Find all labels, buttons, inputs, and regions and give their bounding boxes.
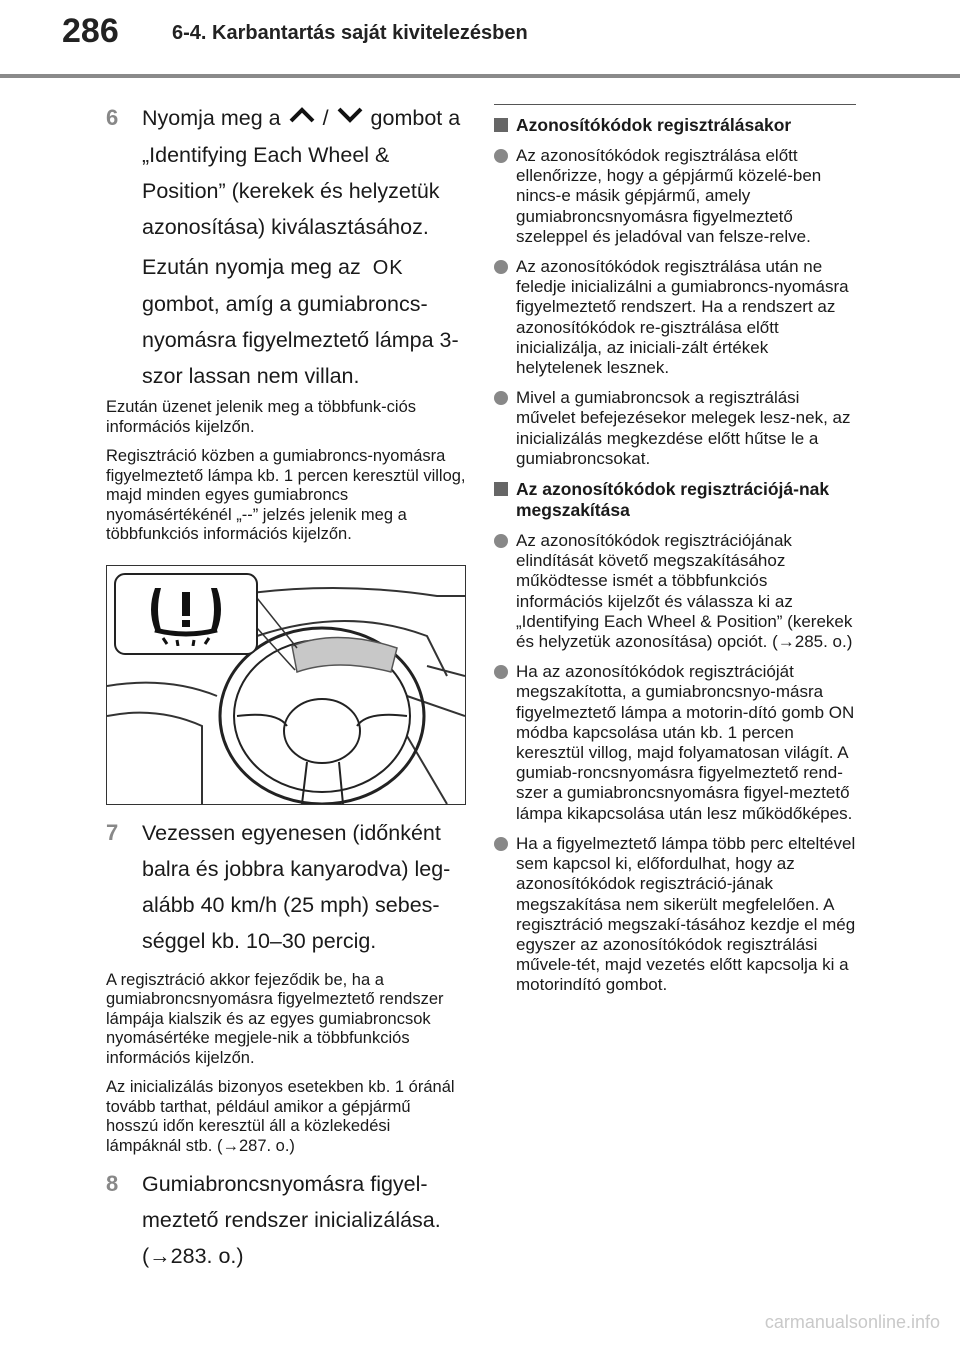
list-item-text: Az azonosítókódok regisztrációjának elindítását követő megszakításához működtesse ismét a többfunkciós információs kijelzőt és válassza ki az „Identifying Each Wheel & Position” (kerekek és helyzetük azonosítása) opciót. (→285. o.) (516, 531, 853, 652)
step-number: 6 (106, 105, 119, 130)
section-heading-text: Az azonosítókódok regisztrációjá-nak megszakítása (516, 479, 830, 521)
chevron-down-icon (335, 101, 365, 137)
step-6-text-a: Nyomja meg a (142, 106, 281, 130)
tire-pressure-warning-icon (141, 580, 231, 646)
section-heading-cancel (494, 479, 856, 521)
round-bullet-icon (494, 837, 508, 851)
round-bullet-icon (494, 149, 508, 163)
list-item-text: Mivel a gumiabroncsok a regisztrálási művelet befejezésekor melegek lesz-nek, az inicializálás megkezdése előtt hűtse le a gumiabroncsokat. (516, 388, 851, 468)
section-heading-text: Azonosítókódok regisztrálásakor (516, 115, 792, 135)
round-bullet-icon (494, 391, 508, 405)
watermark: carmanualsonline.info (764, 1312, 940, 1332)
left-column (106, 100, 466, 1278)
list-item-text: Az azonosítókódok regisztrálása után ne feledje inicializálni a gumiabroncs-nyomásra figyelmeztető rendszert. Ha a rendszert az azonosítókódok re-gisztrálása előtt inicializálja, az iniciali-zált értékek helytelenek lesznek. (516, 257, 849, 378)
step-6 (106, 100, 466, 394)
ok-button-label: OK (372, 257, 404, 280)
list-item (494, 662, 856, 824)
square-bullet-icon (494, 118, 508, 132)
list-item (494, 257, 856, 378)
section-divider (494, 104, 856, 105)
round-bullet-icon (494, 260, 508, 274)
chevron-up-icon (287, 101, 317, 137)
step-number: 8 (106, 1171, 119, 1197)
right-column (494, 100, 856, 1006)
list-item (494, 146, 856, 247)
note-2: Regisztráció közben a gumiabroncs-nyomásra figyelmeztető lámpa kb. 1 percen keresztül villog, majd minden egyes gumiabroncs nyomásértékénél „--” jelzés jelenik meg a többfunkciós információs kijelzőn. (106, 447, 466, 544)
step-7 (106, 815, 466, 959)
step-6-separator: / (322, 106, 329, 130)
section-heading-registration (494, 115, 856, 136)
list-item-text: Ha a figyelmeztető lámpa több perc elteltével sem kapcsol ki, előfordulhat, hogy az azonosítókódok regisztráció-jának megszakítása nem sikerült megfelelően. A regisztráció megszakí-tásához kezdje el még egyszer az azonosítókódok regisztrálási művele-tét, majd vezetés előtt kapcsolja ki a motorindító gombot. (516, 833, 856, 995)
list-item (494, 531, 856, 652)
square-bullet-icon (494, 482, 508, 496)
step-number: 7 (106, 819, 119, 845)
note-3: A regisztráció akkor fejeződik be, ha a gumiabroncsnyomásra figyelmeztető rendszer lámpája kialszik és az egyes gumiabroncsok nyomásértéke megjele-nik a többfunkciós információs kijelzőn. (106, 970, 444, 1067)
header-divider (0, 74, 960, 78)
step-7-text: Vezessen egyenesen (időnként balra és jobbra kanyarodva) leg-alább 40 km/h (25 mph) sebes-séggel kb. 10–30 percig. (142, 820, 451, 953)
step-8-text: Gumiabroncsnyomásra figyel-meztető rendszer inicializálása. (→283. o.) (142, 1172, 441, 1269)
step-6-text-e: gombot, amíg a gumiabroncs-nyomásra figyelmeztető lámpa 3-szor lassan nem villan. (142, 292, 459, 389)
note-1: Ezután üzenet jelenik meg a többfunk-ciós információs kijelzőn. (106, 398, 417, 436)
list-item-text: Ha az azonosítókódok regisztrációját megszakította, a gumiabroncsnyo-másra figyelmeztető lámpa a motorin-dító gomb ON módba kapcsolása után kb. 1 percen keresztül villog, majd folyamatosan világít. A gumiab-roncsnyomásra figyelmeztető rend-szer a gumiabroncsnyomásra figyel-meztető lámpa kikapcsolása után lesz működőképes. (516, 662, 855, 823)
page-number: 286 (62, 12, 119, 50)
step-6-text-b: gombot (370, 106, 443, 130)
dashboard-illustration (106, 565, 466, 805)
page-header (0, 0, 960, 80)
step-8 (106, 1166, 466, 1274)
step-6-text-c: a „Identifying Each Wheel & Position” (kerekek és helyzetük azonosítása) kiválasztásához. (142, 106, 461, 240)
step-6-text-d: Ezután nyomja meg az (142, 255, 361, 280)
list-item (494, 388, 856, 469)
round-bullet-icon (494, 665, 508, 679)
round-bullet-icon (494, 534, 508, 548)
section-title: 6-4. Karbantartás saját kivitelezésben (172, 22, 528, 44)
list-item (494, 834, 856, 996)
note-4: Az inicializálás bizonyos esetekben kb. 1 óránál tovább tarthat, például amikor a gépjármű hosszú időn keresztül áll a közlekedési lámpáknál stb. (→287. o.) (106, 1078, 455, 1155)
list-item-text: Az azonosítókódok regisztrálása előtt ellenőrizze, hogy a gépjármű közelé-ben nincs-e másik gépjármű, amely gumiabroncsnyomásra figyelmeztető szeleppel és jeladóval van felsze-relve. (516, 146, 822, 246)
